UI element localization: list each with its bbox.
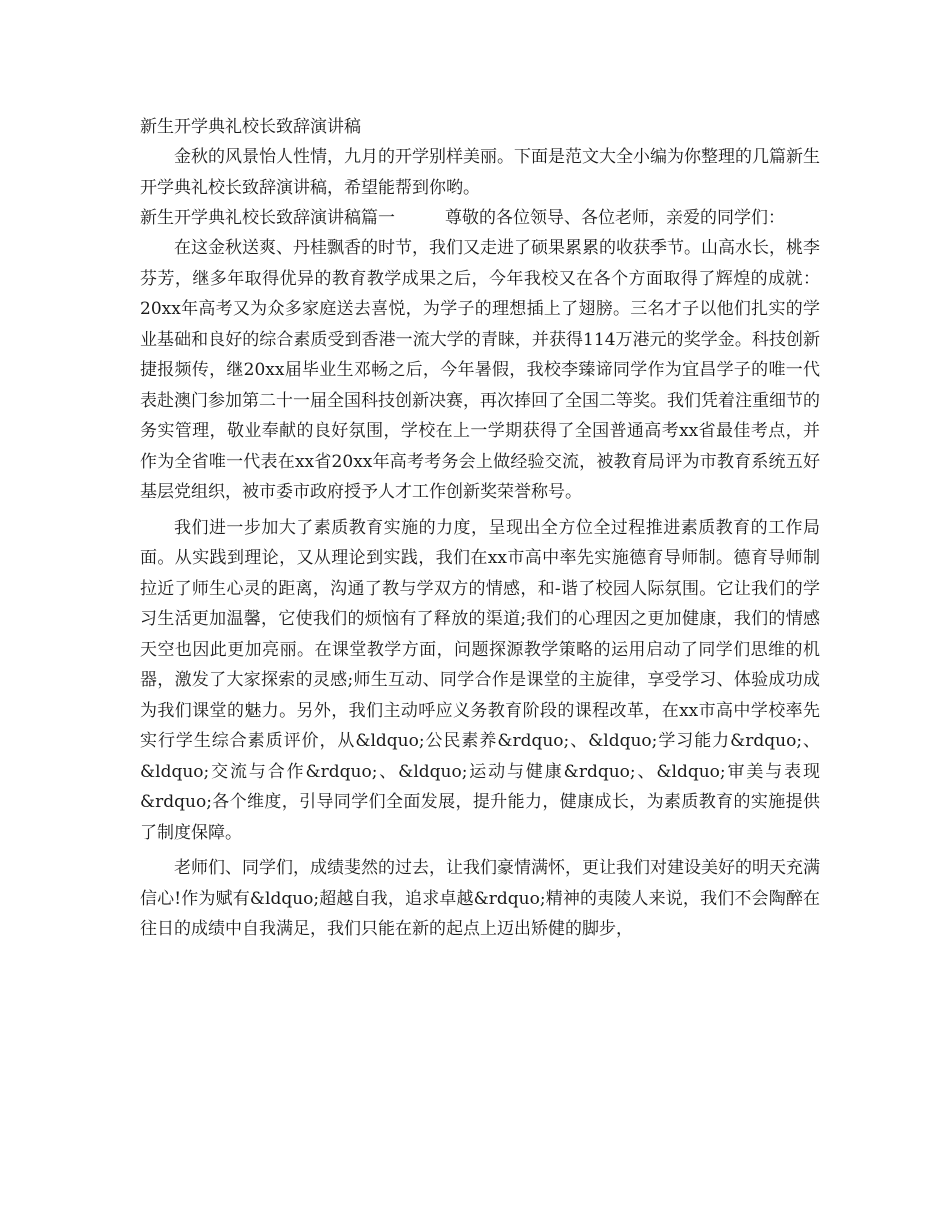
section-title: 新生开学典礼校长致辞演讲稿篇一 xyxy=(140,208,395,228)
section-heading-line xyxy=(140,203,820,233)
document-title: 新生开学典礼校长致辞演讲稿 xyxy=(140,117,361,137)
body-paragraph-3: 老师们、同学们，成绩斐然的过去，让我们豪情满怀，更让我们对建设美好的明天充满信心!作为赋有&ldquo;超越自我，追求卓越&rdquo;精神的夷陵人来说，我们不会陶醉在往日的成绩中自我满足，我们只能在新的起点上迈出矫健的脚步， xyxy=(140,858,820,939)
intro-paragraph: 金秋的风景怡人性情，九月的开学别样美丽。下面是范文大全小编为你整理的几篇新生开学典礼校长致辞演讲稿，希望能帮到你哟。 xyxy=(140,147,820,198)
body-paragraph-1: 在这金秋送爽、丹桂飘香的时节，我们又走进了硕果累累的收获季节。山高水长，桃李芬芳，继多年取得优异的教育教学成果之后，今年我校又在各个方面取得了辉煌的成就：20xx年高考又为众多家庭送去喜悦，为学子的理想插上了翅膀。三名才子以他们扎实的学业基础和良好的综合素质受到香港一流大学的青睐，并获得114万港元的奖学金。科技创新捷报频传，继20xx届毕业生邓畅之后，今年暑假，我校李臻谛同学作为宜昌学子的唯一代表赴澳门参加第二十一届全国科技创新决赛，再次捧回了全国二等奖。我们凭着注重细节的务实管理，敬业奉献的良好氛围，学校在上一学期获得了全国普通高考xx省最佳考点，并作为全省唯一代表在xx省20xx年高考考务会上做经验交流，被教育局评为市教育系统五好基层党组织，被市委市政府授予人才工作创新奖荣誉称号。 xyxy=(140,238,820,502)
salutation: 尊敬的各位领导、各位老师，亲爱的同学们： xyxy=(445,208,785,228)
document-page xyxy=(140,112,820,945)
body-paragraph-2: 我们进一步加大了素质教育实施的力度，呈现出全方位全过程推进素质教育的工作局面。从实践到理论，又从理论到实践，我们在xx市高中率先实施德育导师制。德育导师制拉近了师生心灵的距离，沟通了教与学双方的情感，和-谐了校园人际氛围。它让我们的学习生活更加温馨，它使我们的烦恼有了释放的渠道;我们的心理因之更加健康，我们的情感天空也因此更加亮丽。在课堂教学方面，问题探源教学策略的运用启动了同学们思维的机器，激发了大家探索的灵感;师生互动、同学合作是课堂的主旋律，享受学习、体验成功成为我们课堂的魅力。另外，我们主动呼应义务教育阶段的课程改革，在xx市高中学校率先实行学生综合素质评价，从&ldquo;公民素养&rdquo;、&ldquo;学习能力&rdquo;、&ldquo;交流与合作&rdquo;、&ldquo;运动与健康&rdquo;、&ldquo;审美与表现&rdquo;各个维度，引导同学们全面发展，提升能力，健康成长，为素质教育的实施提供了制度保障。 xyxy=(140,517,820,843)
